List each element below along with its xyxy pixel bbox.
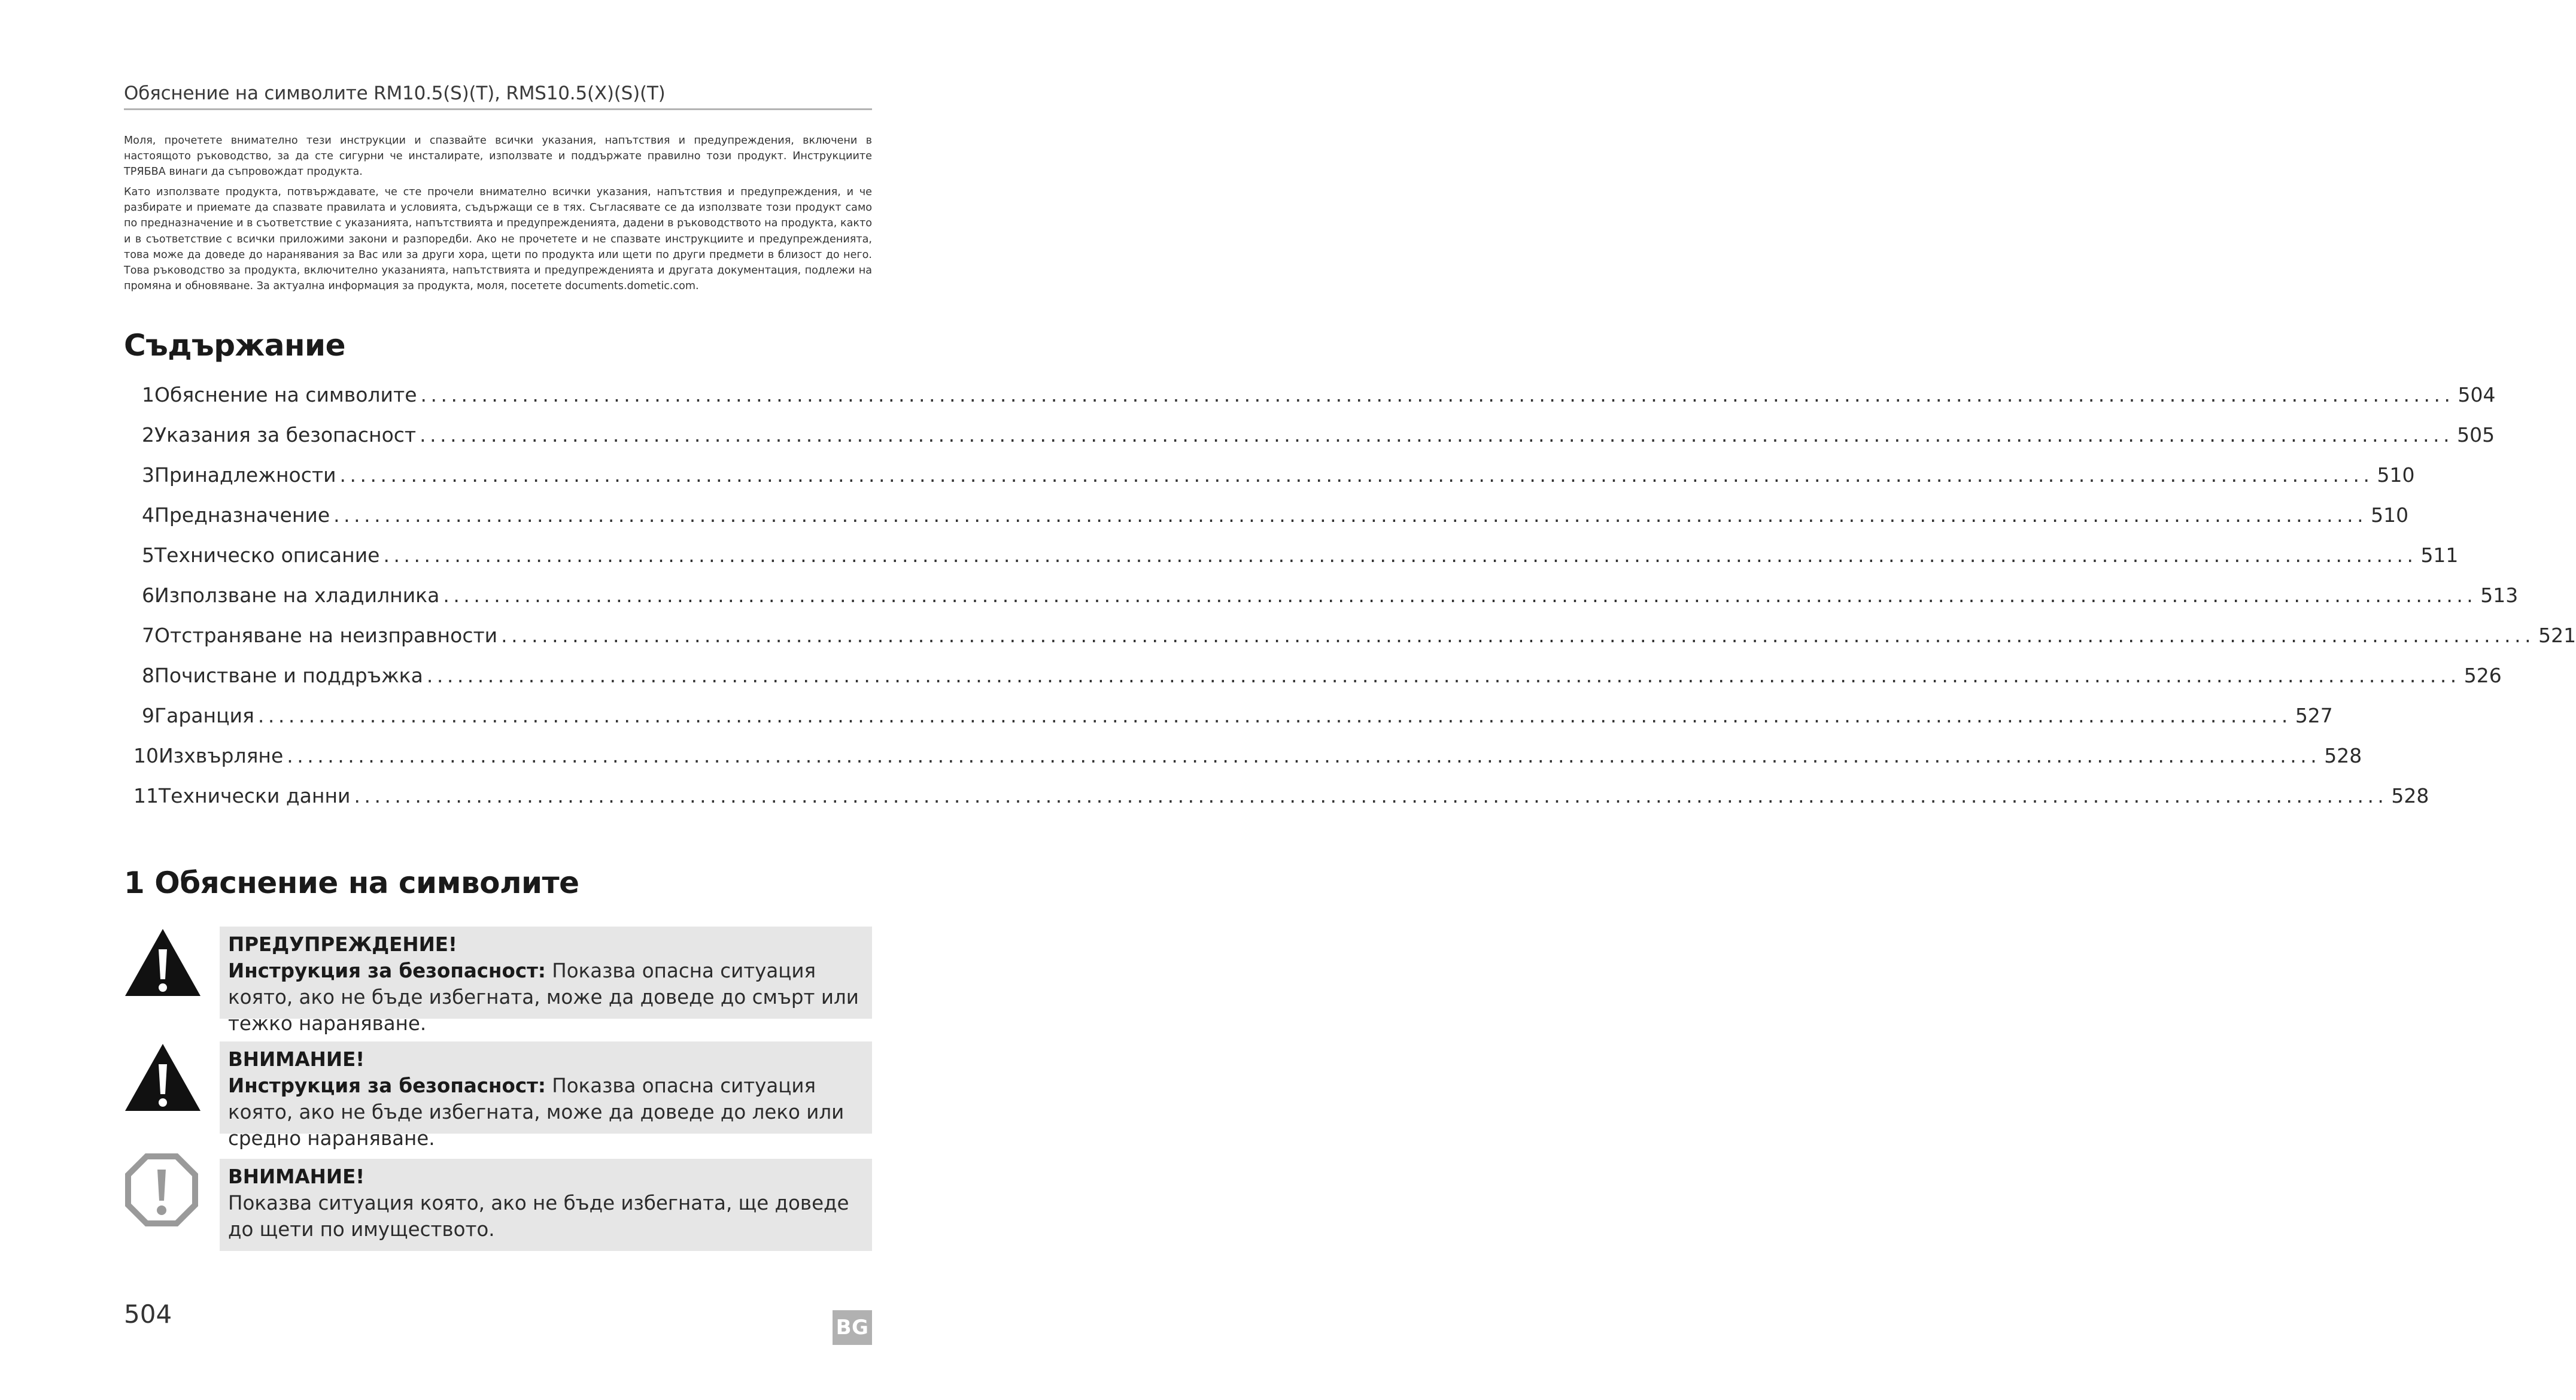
toc-entry[interactable]: [133, 784, 2429, 810]
toc-entry[interactable]: [142, 543, 2459, 570]
toc-entry-page: 505: [2457, 423, 2495, 447]
toc-title: Съдържание: [124, 328, 345, 363]
toc-entry-label: Почистване и поддръжка: [154, 664, 423, 687]
toc-entry-number: 10: [133, 744, 159, 767]
toc-entry-page: 528: [2391, 784, 2429, 807]
language-badge: BG: [833, 1310, 872, 1345]
toc-entry-number: 2: [142, 423, 154, 447]
toc-entry-page: 510: [2377, 463, 2415, 487]
toc-entry[interactable]: [133, 744, 2362, 770]
notice-signal-word: ПРЕДУПРЕЖДЕНИЕ!: [228, 933, 457, 956]
notice-lead: Инструкция за безопасност:: [228, 1074, 546, 1097]
toc-leader-dots: ........................................................................................................................................................................................................: [287, 744, 2321, 767]
notice-property-damage: [124, 1156, 872, 1252]
toc-entry-number: 6: [142, 584, 154, 607]
toc-entry[interactable]: [142, 503, 2409, 530]
caution-notice: [124, 1040, 872, 1150]
toc-leader-dots: ........................................................................................................................................................................................................: [354, 784, 2388, 807]
toc-entry-number: 5: [142, 543, 154, 567]
toc-entry[interactable]: [142, 423, 2495, 450]
notice-text: Показва опасна ситуация която, ако не бъде избегната, може да доведе до леко или средно нараняване.: [228, 1074, 845, 1150]
notice-text: Показва опасна ситуация която, ако не бъде избегната, може да доведе до смърт или тежко нараняване.: [228, 959, 859, 1035]
toc-entry-label: Изхвърляне: [159, 744, 284, 767]
toc-leader-dots: ........................................................................................................................................................................................................: [333, 503, 2368, 527]
toc-entry-number: 1: [142, 383, 154, 406]
toc-leader-dots: ........................................................................................................................................................................................................: [501, 624, 2535, 647]
toc-entry-number: 4: [142, 503, 154, 527]
notice-box: [220, 1041, 872, 1150]
toc-entry-page: 510: [2371, 503, 2409, 527]
toc-entry-page: 526: [2463, 664, 2502, 687]
toc-entry-label: Отстраняване на неизправности: [154, 624, 498, 647]
toc-entry[interactable]: [142, 463, 2415, 490]
toc-entry-page: 511: [2420, 543, 2459, 567]
toc-entry[interactable]: [142, 584, 2519, 610]
toc-entry[interactable]: [142, 704, 2333, 730]
toc-entry[interactable]: [142, 624, 2576, 650]
toc-leader-dots: ........................................................................................................................................................................................................: [339, 463, 2374, 487]
warning-notice: [124, 925, 872, 1035]
section-title: 1 Обяснение на символите: [124, 865, 579, 900]
toc-entry[interactable]: [142, 664, 2502, 690]
toc-entry-number: 3: [142, 463, 154, 487]
toc-entry-number: 8: [142, 664, 154, 687]
toc-entry-label: Технически данни: [159, 784, 351, 807]
toc-entry-label: Гаранция: [154, 704, 254, 727]
header-divider: [124, 108, 872, 110]
toc-entry-number: 7: [142, 624, 154, 647]
toc-leader-dots: ........................................................................................................................................................................................................: [420, 383, 2455, 406]
notice-signal-word: ВНИМАНИЕ!: [228, 1048, 365, 1071]
toc-entry-page: 528: [2324, 744, 2362, 767]
toc-entry-number: 9: [142, 704, 154, 727]
toc-leader-dots: ........................................................................................................................................................................................................: [426, 664, 2460, 687]
running-header: Обяснение на символите RM10.5(S)(T), RMS10.5(X)(S)(T): [124, 83, 666, 104]
toc-leader-dots: ........................................................................................................................................................................................................: [383, 543, 2417, 567]
toc-leader-dots: ........................................................................................................................................................................................................: [257, 704, 2292, 727]
toc-leader-dots: ........................................................................................................................................................................................................: [420, 423, 2454, 447]
toc-entry-page: 513: [2480, 584, 2519, 607]
notice-box: [220, 927, 872, 1035]
notice-lead: Инструкция за безопасност:: [228, 959, 546, 982]
intro-paragraph: Като използвате продукта, потвърждавате, че сте прочели внимателно всички указания, напътствия и предупреждения, и че разбирате и приемате да спазвате правилата и условията, съдържащи се в тях. Съгласявате се да използвате този продукт само по предназначение и в съответствие с указанията, напътствията и предупрежденията, дадени в ръководството на продукта, както и в съответствие с всички приложими закони и разпоредби. Ако не прочетете и не спазвате инструкциите и предупрежденията, това може да доведе до наранявания за Вас или за други хора, щети по продукта или щети по други предмети в близост до него. Това ръководство за продукта, включително указанията, напътствията и предупрежденията и другата документация, подлежи на промяна и обновяване. За актуална информация за продукта, моля, посетете documents.dometic.com.: [124, 186, 872, 293]
notice-octagon-icon: [123, 1154, 201, 1226]
page-number: 504: [124, 1299, 172, 1329]
toc-entry[interactable]: [142, 383, 2496, 409]
toc-entry-label: Предназначение: [154, 503, 330, 527]
toc-entry-label: Указания за безопасност: [154, 423, 417, 447]
caution-triangle-icon: [124, 1041, 202, 1113]
toc-entry-number: 11: [133, 784, 159, 807]
notice-box: [220, 1159, 872, 1251]
intro-paragraph: Моля, прочетете внимателно тези инструкции и спазвайте всички указания, напътствия и предупреждения, включени в настоящото ръководство, за да сте сигурни че инсталирате, използвате и поддържате правилно този продукт. Инструкциите ТРЯБВА винаги да съпровождат продукта.: [124, 135, 872, 178]
toc-entry-label: Принадлежности: [154, 463, 336, 487]
toc-leader-dots: ........................................................................................................................................................................................................: [443, 584, 2477, 607]
toc-entry-page: 521: [2538, 624, 2576, 647]
toc-entry-label: Обяснение на символите: [154, 383, 417, 406]
toc-entry-page: 504: [2457, 383, 2496, 406]
warning-triangle-icon: [124, 927, 202, 998]
toc-entry-label: Използване на хладилника: [154, 584, 440, 607]
notice-signal-word: ВНИМАНИЕ!: [228, 1165, 365, 1188]
notice-text: Показва ситуация която, ако не бъде избегната, ще доведе до щети по имуществото.: [228, 1192, 849, 1241]
toc-entry-label: Техническо описание: [154, 543, 380, 567]
toc-entry-page: 527: [2295, 704, 2333, 727]
